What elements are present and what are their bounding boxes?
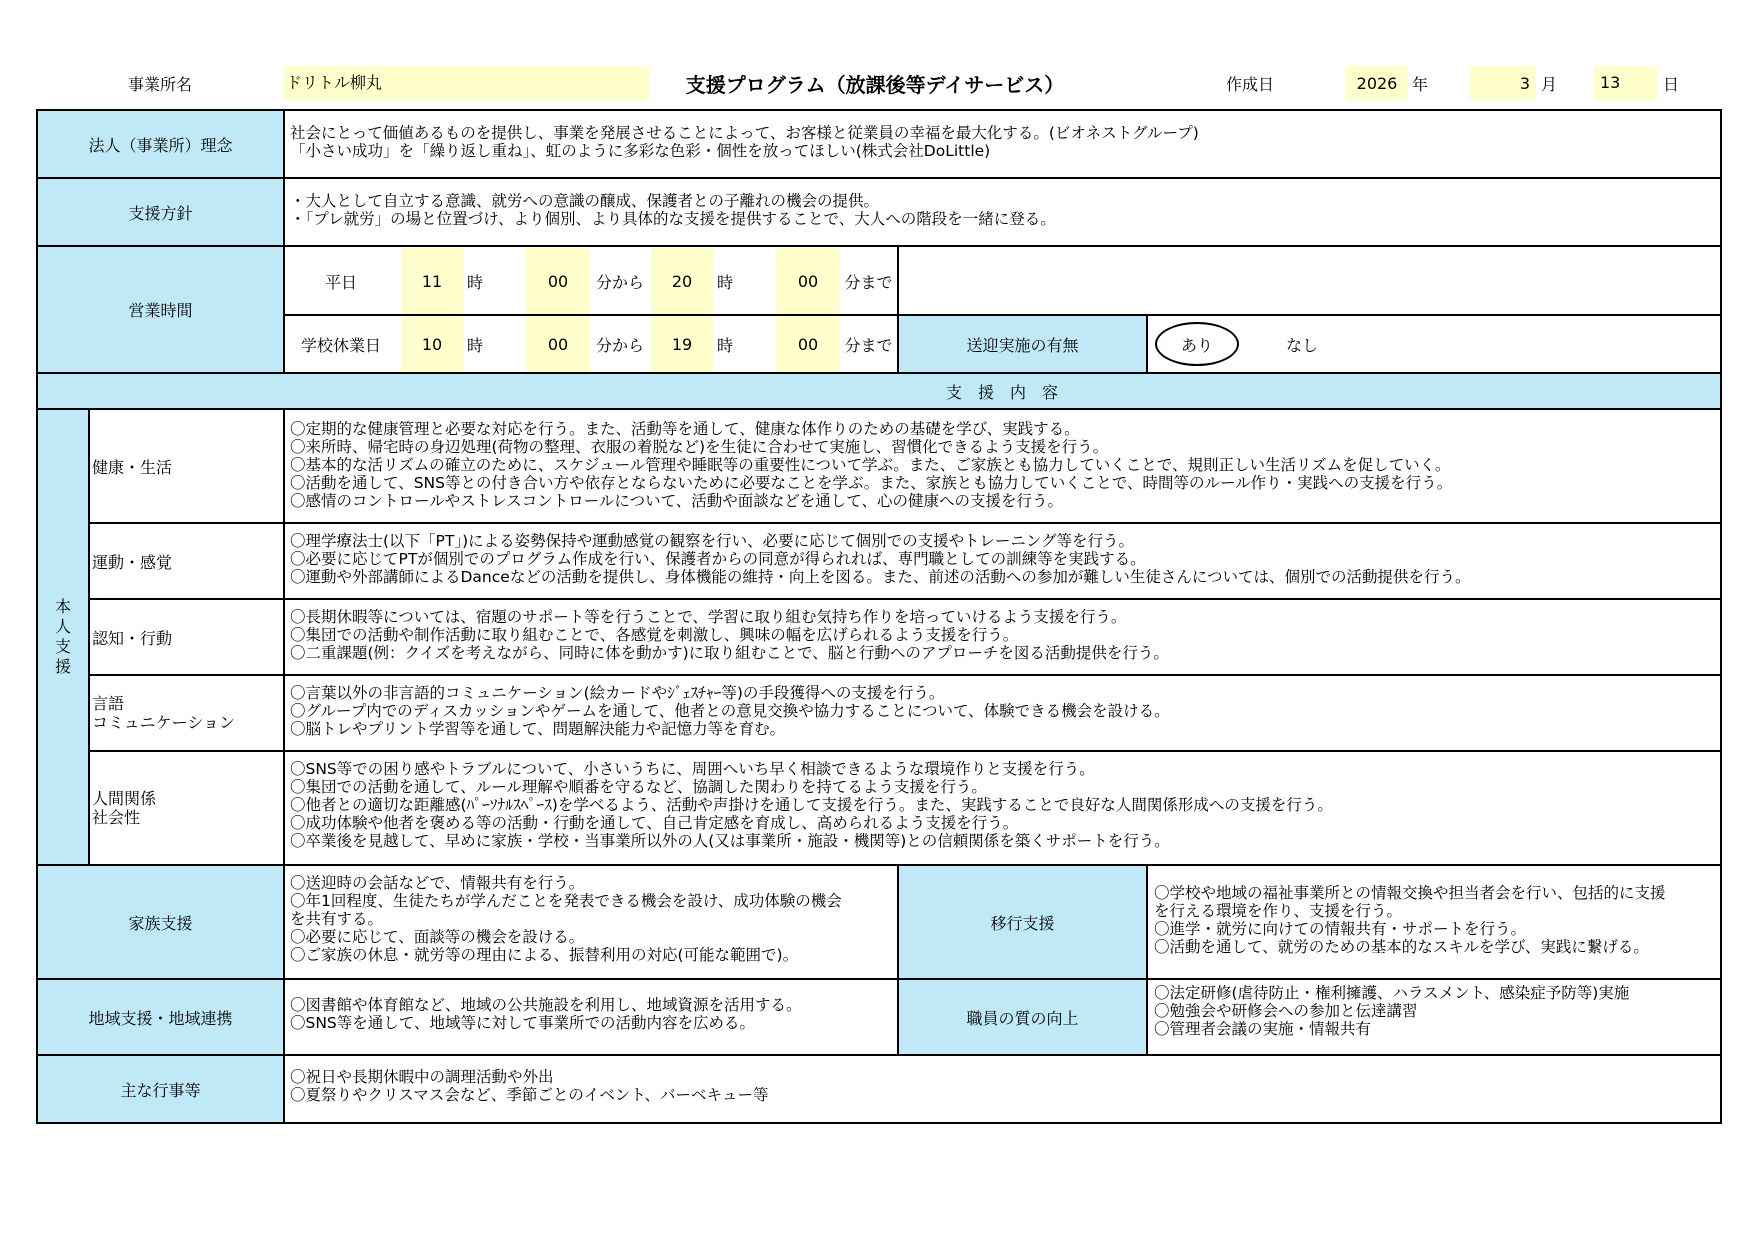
philosophy-line: 「小さい成功」を「繰り返し重ね」、虹のように多彩な色彩・個性を放ってほしい(株式会社DoLittle) (290, 142, 991, 160)
weekday-until-text: 分まで (844, 272, 893, 292)
social-line: 〇他者との適切な距離感(ﾊﾟｰｿﾅﾙｽﾍﾟｰｽ)を学べるよう、活動や声掛けを通して支援を行う。また、実践することで良好な人間関係形成への支援を行う。 (290, 796, 1333, 814)
personal-support-label: 本 人 支 援 (54, 597, 71, 676)
events-line: 〇祝日や長期休暇中の調理活動や外出 (290, 1068, 554, 1086)
motor-label: 運動・感覚 (92, 552, 173, 572)
events-content (286, 1066, 1716, 1116)
language-label: 言語 コミュニケーション (92, 694, 236, 732)
social-line: 〇集団での活動を通して、ルール理解や順番を守るなど、協調した関わりを持てるよう支援を行う。 (290, 778, 987, 796)
language-line: 〇グループ内でのディスカッションやゲームを通して、他者との意見交換や協力することについて、体験できる機会を設ける。 (290, 702, 1170, 720)
social-label: 人間関係 社会性 (92, 789, 157, 827)
grid-line (1146, 314, 1148, 374)
social-line: 〇SNS等での困り感やトラブルについて、小さいうちに、周囲へいち早く相談できるような環境作りと支援を行う。 (290, 760, 1095, 778)
transition-label: 移行支援 (990, 913, 1055, 933)
community-line: 〇図書館や体育館など、地域の公共施設を利用し、地域資源を活用する。 (290, 996, 802, 1014)
staff-line: 〇勉強会や研修会への参加と伝達講習 (1154, 1002, 1418, 1020)
health-line: 〇感情のコントロールやストレスコントロールについて、活動や面談などを通して、心の健康への支援を行う。 (290, 492, 1063, 510)
community-content (286, 994, 894, 1044)
grid-line (36, 1054, 1722, 1056)
grid-line (36, 1122, 1722, 1124)
page-title: 支援プログラム（放課後等デイサービス） (685, 72, 1065, 97)
philosophy-label: 法人（事業所）理念 (88, 135, 233, 155)
motor-line: 〇必要に応じてPTが個別でのプログラム作成を行い、保護者からの同意が得られれば、専門職としての訓練等を実践する。 (290, 550, 1146, 568)
grid-line (1146, 864, 1148, 1056)
grid-line (36, 408, 1722, 410)
weekday-from-text: 分から (595, 272, 644, 292)
holiday-until-text: 分まで (844, 335, 893, 355)
family-line: 〇ご家族の休息・就労等の理由による、振替利用の対応(可能な範囲で)。 (290, 946, 799, 964)
motor-line: 〇理学療法士(以下「PT」)による姿勢保持や運動感覚の観察を行い、必要に応じて個別での支援やトレーニング等を行う。 (290, 532, 1135, 550)
date-label: 作成日 (1225, 74, 1274, 94)
health-content (286, 418, 1716, 522)
day-unit: 日 (1662, 74, 1679, 94)
cognition-line: 〇長期休暇等については、宿題のサポート等を行うことで、学習に取り組む気持ち作りを培っていけるよう支援を行う。 (290, 608, 1127, 626)
grid-line (36, 864, 1722, 866)
holiday-from-text: 分から (595, 335, 644, 355)
transition-line: 〇進学・就労に向けての情報共有・サポートを行う。 (1154, 920, 1527, 938)
transition-line: 〇学校や地域の福祉事業所との情報交換や担当者会を行い、包括的に支援 (1154, 884, 1666, 902)
day-field[interactable]: 13 (1594, 66, 1658, 100)
transport-label: 送迎実施の有無 (966, 335, 1079, 355)
language-content (286, 682, 1716, 748)
community-line: 〇SNS等を通して、地域等に対して事業所での活動内容を広める。 (290, 1014, 755, 1032)
events-line: 〇夏祭りやクリスマス会など、季節ごとのイベント、バーベキュー等 (290, 1086, 769, 1104)
month-field[interactable]: 3 (1470, 66, 1536, 100)
transport-no-option[interactable]: なし (1285, 335, 1318, 355)
grid-line (88, 674, 1722, 676)
header (0, 60, 1754, 106)
transition-content (1150, 882, 1718, 972)
motor-line: 〇運動や外部講師によるDanceなどの活動を提供し、身体機能の維持・向上を図る。また、前述の活動への参加が難しい生徒さんについては、個別での活動提供を行う。 (290, 568, 1471, 586)
philosophy-content (286, 122, 1716, 172)
staff-line: 〇法定研修(虐待防止・権利擁護、ハラスメント、感染症予防等)実施 (1154, 984, 1630, 1002)
cognition-content (286, 606, 1716, 672)
health-label: 健康・生活 (92, 457, 173, 477)
grid-line (36, 177, 1722, 179)
office-name-field[interactable]: ドリトル柳丸 (284, 66, 650, 100)
staff-line: 〇管理者会議の実施・情報共有 (1154, 1020, 1372, 1038)
motor-content (286, 530, 1716, 596)
grid-line (88, 750, 1722, 752)
year-field[interactable]: 2026 (1346, 66, 1408, 100)
weekday-start-hour[interactable]: 11 (421, 271, 443, 291)
grid-line (36, 978, 1722, 980)
cognition-line: 〇集団での活動や制作活動に取り組むことで、各感覚を刺激し、興味の幅を広げられるよう支援を行う。 (290, 626, 1019, 644)
events-label: 主な行事等 (120, 1080, 201, 1100)
family-content (286, 872, 894, 976)
health-line: 〇活動を通して、SNS等との付き合い方や依存とならないために必要なことを学ぶ。また、家族とも協力していくことで、時間等のルール作り・実践への支援を行う。 (290, 474, 1453, 492)
hours-label: 営業時間 (128, 301, 193, 320)
weekday-start-min[interactable]: 00 (547, 271, 569, 291)
weekday-end-min[interactable]: 00 (797, 271, 819, 291)
health-line: 〇来所時、帰宅時の身辺処理(荷物の整理、衣服の着脱など)を生徒に合わせて実施し、習慣化できるよう支援を行う。 (290, 438, 1109, 456)
transition-line: を行える環境を作り、支援を行う。 (1154, 902, 1403, 920)
health-line: 〇定期的な健康管理と必要な対応を行う。また、活動等を通して、健康な体作りのための基礎を学び、実践する。 (290, 420, 1080, 438)
weekday-label: 平日 (324, 272, 357, 292)
holiday-end-min[interactable]: 00 (797, 334, 819, 354)
holiday-end-hour-unit: 時 (716, 335, 733, 355)
grid-line (36, 109, 1722, 111)
grid-line (36, 245, 1722, 247)
holiday-start-hour[interactable]: 10 (421, 334, 443, 354)
cognition-label: 認知・行動 (92, 628, 173, 648)
policy-line: ・大人として自立する意識、就労への意識の醸成、保護者との子離れの機会の提供。 (290, 192, 880, 210)
family-line: を共有する。 (290, 910, 384, 928)
staff-content (1150, 982, 1718, 1052)
holiday-hour-unit: 時 (466, 335, 483, 355)
family-line: 〇必要に応じて、面談等の機会を設ける。 (290, 928, 585, 946)
family-line: 〇送迎時の会話などで、情報共有を行う。 (290, 874, 585, 892)
grid-line (88, 408, 90, 866)
grid-line (1720, 109, 1722, 1124)
social-line: 〇卒業後を見越して、早めに家族・学校・当事業所以外の人(又は事業所・施設・機関等)との信頼関係を築くサポートを行う。 (290, 832, 1170, 850)
social-line: 〇成功体験や他者を褒める等の活動・行動を通して、自己肯定感を育成し、高められるよう支援を行う。 (290, 814, 1019, 832)
cognition-line: 〇二重課題(例：クイズを考えながら、同時に体を動かす)に取り組むことで、脳と行動へのアプローチを図る活動提供を行う。 (290, 644, 1169, 662)
language-line: 〇脳トレやプリント学習等を通して、問題解決能力や記憶力等を育む。 (290, 720, 786, 738)
holiday-end-hour[interactable]: 19 (671, 334, 693, 354)
transition-line: 〇活動を通して、就労のための基本的なスキルを学び、実践に繋げる。 (1154, 938, 1649, 956)
philosophy-line: 社会にとって価値あるものを提供し、事業を発展させることによって、お客様と従業員の幸福を最大化する。(ビオネストグループ) (290, 124, 1199, 142)
weekday-end-hour[interactable]: 20 (671, 271, 693, 291)
month-unit: 月 (1540, 74, 1557, 94)
grid-line (283, 109, 285, 373)
family-line: 〇年1回程度、生徒たちが学んだことを発表できる機会を設け、成功体験の機会 (290, 892, 842, 910)
community-label: 地域支援・地域連携 (88, 1008, 233, 1028)
transport-yes-option[interactable]: あり (1155, 322, 1239, 366)
weekday-hour-unit: 時 (466, 272, 483, 292)
policy-content (286, 190, 1716, 240)
health-line: 〇基本的な活リズムの確立のために、スケジュール管理や睡眠等の重要性について学ぶ。また、ご家族とも協力していくことで、規則正しい生活リズムを促していく。 (290, 456, 1451, 474)
grid-line (88, 522, 1722, 524)
grid-line (88, 598, 1722, 600)
support-content-header: 支 援 内 容 (945, 382, 1058, 402)
grid-line (283, 408, 285, 1124)
family-label: 家族支援 (128, 913, 193, 933)
office-label: 事業所名 (127, 74, 192, 94)
social-content (286, 758, 1716, 862)
policy-label: 支援方針 (128, 203, 193, 223)
year-unit: 年 (1411, 74, 1428, 94)
weekday-end-hour-unit: 時 (716, 272, 733, 292)
holiday-label: 学校休業日 (300, 335, 381, 355)
language-line: 〇言葉以外の非言語的コミュニケーション(絵カードやｼﾞｪｽﾁｬｰ等)の手段獲得への支援を行う。 (290, 684, 945, 702)
holiday-start-min[interactable]: 00 (547, 334, 569, 354)
policy-line: ・「プレ就労」の場と位置づけ、より個別、より具体的な支援を提供することで、大人への階段を一緒に登る。 (290, 210, 1056, 228)
staff-label: 職員の質の向上 (966, 1008, 1079, 1028)
